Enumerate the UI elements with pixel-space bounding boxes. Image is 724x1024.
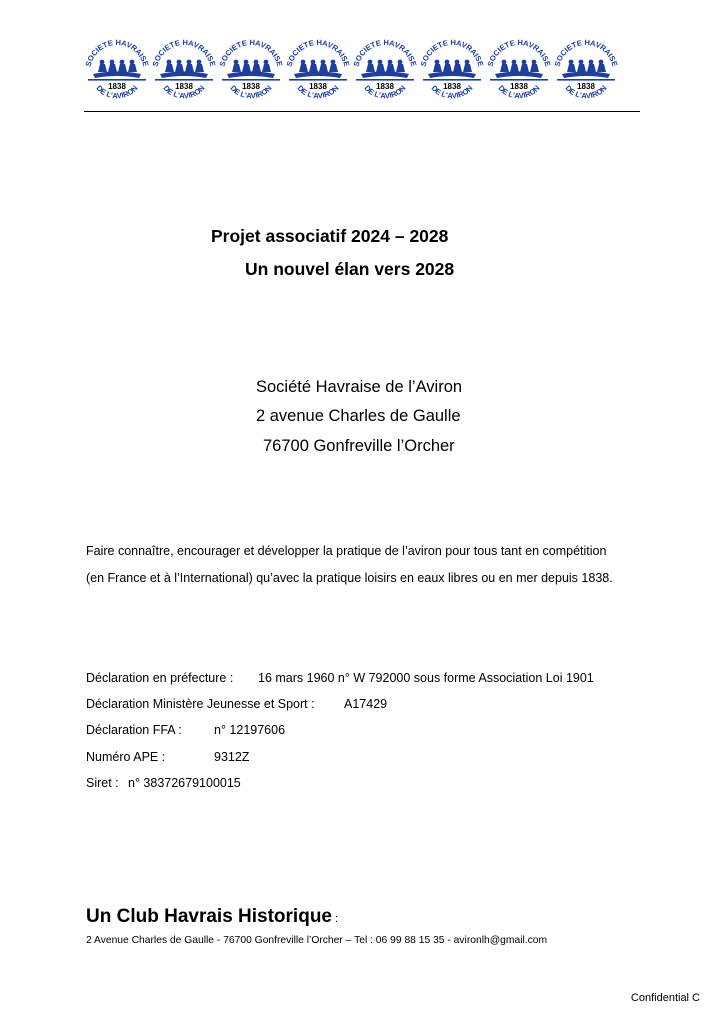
club-street: 2 avenue Charles de Gaulle — [256, 407, 461, 425]
rowers-icon — [222, 60, 280, 81]
svg-text:1838: 1838 — [175, 82, 193, 91]
svg-text:SOCIETE HAVRAISE: SOCIETE HAVRAISE — [285, 38, 351, 68]
mission-line-1: Faire connaître, encourager et développer la pratique de l’aviron pour tous tant en compétition — [86, 544, 607, 558]
header-logo-row — [84, 38, 640, 112]
declaration-value: n° 38372679100015 — [128, 776, 241, 790]
rowers-icon — [423, 60, 481, 81]
svg-text:DE L'AVIRON: DE L'AVIRON — [295, 83, 341, 101]
rowers-icon — [88, 60, 146, 81]
declaration-row — [86, 776, 241, 790]
declaration-value: n° 12197606 — [214, 723, 286, 737]
page-subtitle: Un nouvel élan vers 2028 — [245, 259, 455, 279]
svg-text:DE L'AVIRON: DE L'AVIRON — [496, 83, 542, 101]
club-logo — [84, 38, 150, 110]
svg-text:1838: 1838 — [510, 82, 528, 91]
svg-text:SOCIETE HAVRAISE: SOCIETE HAVRAISE — [419, 38, 485, 68]
header-divider — [84, 111, 640, 112]
footer-title — [86, 906, 338, 928]
svg-text:DE L'AVIRON: DE L'AVIRON — [94, 83, 140, 101]
club-logo — [285, 38, 351, 110]
svg-text:SOCIETE HAVRAISE: SOCIETE HAVRAISE — [352, 38, 418, 68]
svg-text:DE L'AVIRON: DE L'AVIRON — [563, 83, 609, 101]
club-logo — [486, 38, 552, 110]
svg-text:SOCIETE HAVRAISE: SOCIETE HAVRAISE — [218, 38, 284, 68]
svg-text:1838: 1838 — [242, 82, 260, 91]
club-logo — [151, 38, 217, 110]
declaration-label: Déclaration en préfecture : — [86, 671, 234, 685]
footer-title-colon: : — [335, 913, 339, 925]
mission-line-2: (en France et à l’International) qu’avec la pratique loisirs en eaux libres ou en mer depuis 1838. — [86, 571, 613, 585]
rowers-icon — [356, 60, 414, 81]
club-logo — [218, 38, 284, 110]
club-name: Société Havraise de l’Aviron — [256, 378, 463, 396]
page-title: Projet associatif 2024 – 2028 — [211, 226, 449, 246]
declaration-value: A17429 — [344, 697, 388, 711]
declaration-row — [86, 750, 250, 764]
svg-text:DE L'AVIRON: DE L'AVIRON — [429, 83, 475, 101]
svg-text:SOCIETE HAVRAISE: SOCIETE HAVRAISE — [486, 38, 552, 68]
svg-text:1838: 1838 — [443, 82, 461, 91]
svg-text:1838: 1838 — [309, 82, 327, 91]
club-logo — [553, 38, 619, 110]
club-logo — [419, 38, 485, 110]
club-city: 76700 Gonfreville l’Orcher — [263, 437, 455, 455]
declaration-row — [86, 671, 594, 685]
svg-text:DE L'AVIRON: DE L'AVIRON — [228, 83, 274, 101]
declaration-label: Siret : — [86, 776, 119, 790]
confidential-label: Confidential C — [630, 992, 700, 1004]
declaration-value: 9312Z — [214, 750, 250, 764]
declaration-label: Déclaration FFA : — [86, 723, 182, 737]
svg-text:1838: 1838 — [376, 82, 394, 91]
declaration-label: Déclaration Ministère Jeunesse et Sport : — [86, 697, 315, 711]
declaration-value: 16 mars 1960 n° W 792000 sous forme Association Loi 1901 — [258, 671, 594, 685]
svg-text:SOCIETE HAVRAISE: SOCIETE HAVRAISE — [553, 38, 619, 68]
club-logo — [352, 38, 418, 110]
footer-contact: 2 Avenue Charles de Gaulle - 76700 Gonfreville l’Orcher – Tel : 06 99 88 15 35 - avironlh@gmail.com — [86, 935, 548, 946]
svg-text:SOCIETE HAVRAISE: SOCIETE HAVRAISE — [84, 38, 150, 68]
rowers-icon — [490, 60, 548, 81]
svg-text:DE L'AVIRON: DE L'AVIRON — [161, 83, 207, 101]
svg-text:SOCIETE HAVRAISE: SOCIETE HAVRAISE — [151, 38, 217, 68]
footer-title-text: Un Club Havrais Historique — [86, 906, 332, 927]
declaration-label: Numéro APE : — [86, 750, 166, 764]
rowers-icon — [289, 60, 347, 81]
svg-text:1838: 1838 — [108, 82, 126, 91]
svg-text:DE L'AVIRON: DE L'AVIRON — [362, 83, 408, 101]
declaration-row — [86, 723, 286, 737]
svg-text:1838: 1838 — [577, 82, 595, 91]
rowers-icon — [155, 60, 213, 81]
rowers-icon — [557, 60, 615, 81]
declaration-row — [86, 697, 388, 711]
